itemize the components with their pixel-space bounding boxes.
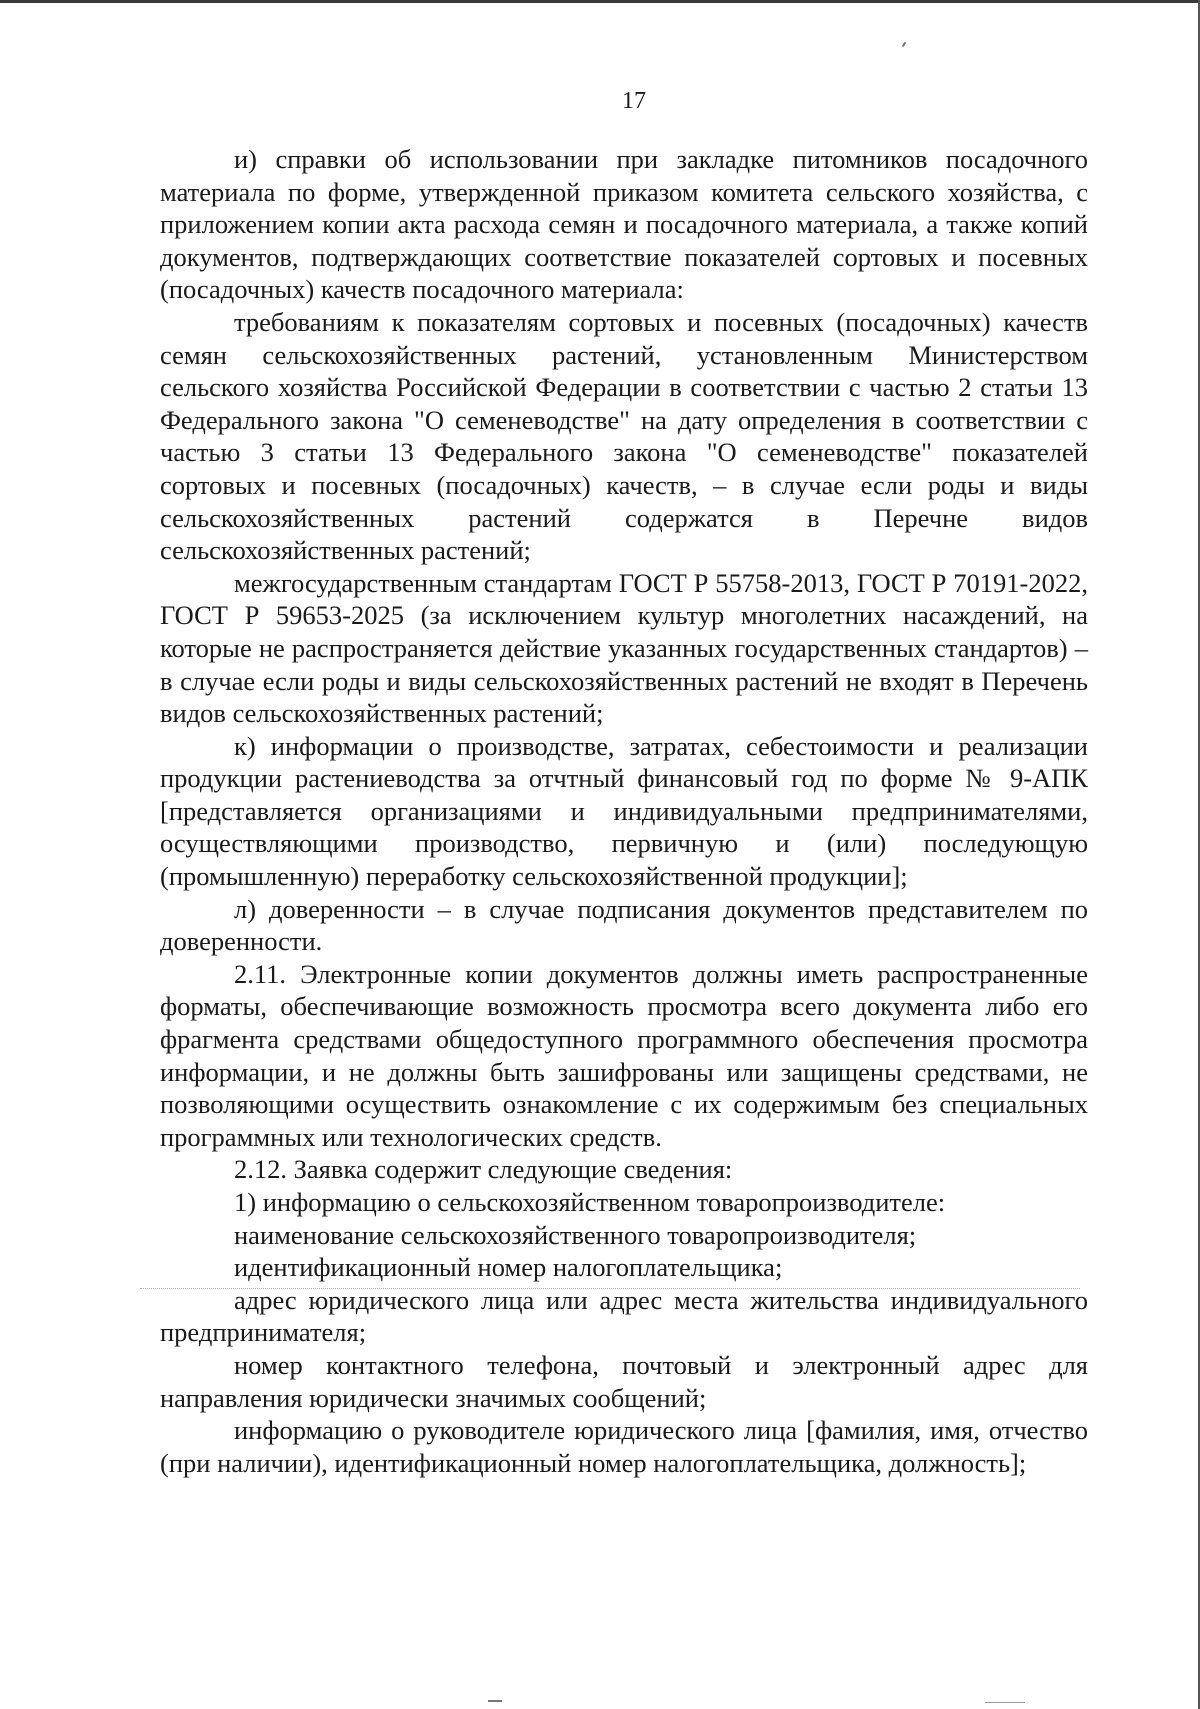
paragraph-interstate-standards: межгосударственным стандартам ГОСТ Р 55758-2013, ГОСТ Р 70191-2022, ГОСТ Р 59653-2025 (за исключением культур многолетних насаждений, на которые не распространяется действие указанных государственных стандартов) – в случае если роды и виды сельскохозяйственных растений не входят в Перечень видов сельскохозяйственных растений;: [160, 567, 1088, 729]
scan-artifact-dotted-line: [140, 1288, 1080, 1289]
paragraph-2-12-application-contents: 2.12. Заявка содержит следующие сведения:: [234, 1154, 733, 1185]
paragraph-2-11-electronic-copies: 2.11. Электронные копии документов должны иметь распространенные форматы, обеспечивающие возможность просмотра всего документа либо его фрагмента средствами общедоступного программного обеспечения просмотра информации, и не должны быть зашифрованы или защищены средствами, не позволяющими осуществить ознакомление с их содержимым без специальных программных или технологических средств.: [160, 958, 1088, 1152]
scan-speck: [902, 42, 907, 47]
paragraph-l-power-of-attorney: л) доверенности – в случае подписания документов представителем по доверенности.: [160, 893, 1088, 957]
page-number: 17: [622, 88, 646, 114]
paragraph-head-info: информацию о руководителе юридического лица [фамилия, имя, отчество (при наличии), идентификационный номер налогоплательщика, должность];: [160, 1415, 1088, 1478]
paragraph-k-production-info: к) информации о производстве, затратах, себестоимости и реализации продукции растениеводства за отчтный финансовый год по форме № 9-АПК [представляется организациями и индивидуальными предпринимателями, осуществляющими производство, первичную и (или) последующую (промышленную) переработку сельскохозяйственной продукции];: [160, 730, 1088, 892]
document-body: [160, 143, 1088, 1479]
paragraph-taxpayer-id: идентификационный номер налогоплательщика;: [234, 1252, 783, 1283]
paragraph-address: адрес юридического лица или адрес места жительства индивидуального предпринимателя;: [160, 1284, 1088, 1348]
paragraph-contact-phone: номер контактного телефона, почтовый и электронный адрес для направления юридически значимых сообщений;: [160, 1349, 1088, 1413]
paragraph-producer-name: наименование сельскохозяйственного товаропроизводителя;: [234, 1219, 917, 1250]
scan-edge-top: [0, 0, 1200, 3]
scan-speck: [985, 1702, 1025, 1703]
paragraph-ministry-requirements: требованиям к показателям сортовых и посевных (посадочных) качеств семян сельскохозяйственных растений, установленным Министерством сельского хозяйства Российской Федерации в соответствии с частью 2 статьи 13 Федерального закона "О семеневодстве" на дату определения в соответствии с частью 3 статьи 13 Федерального закона "О семеневодстве" показателей сортовых и посевных (посадочных) качеств, – в случае если роды и виды сельскохозяйственных растений содержатся в Перечне видов сельскохозяйственных растений;: [160, 306, 1088, 566]
paragraph-producer-info: 1) информацию о сельскохозяйственном товаропроизводителе:: [234, 1187, 946, 1217]
paragraph-i-certificates: и) справки об использовании при закладке питомников посадочного материала по форме, утвержденной приказом комитета сельского хозяйства, с приложением копии акта расхода семян и посадочного материала, а также копий документов, подтверждающих соответствие показателей сортовых и посевных (посадочных) качеств посадочного материала:: [160, 144, 1088, 305]
scan-speck: [488, 1700, 502, 1702]
